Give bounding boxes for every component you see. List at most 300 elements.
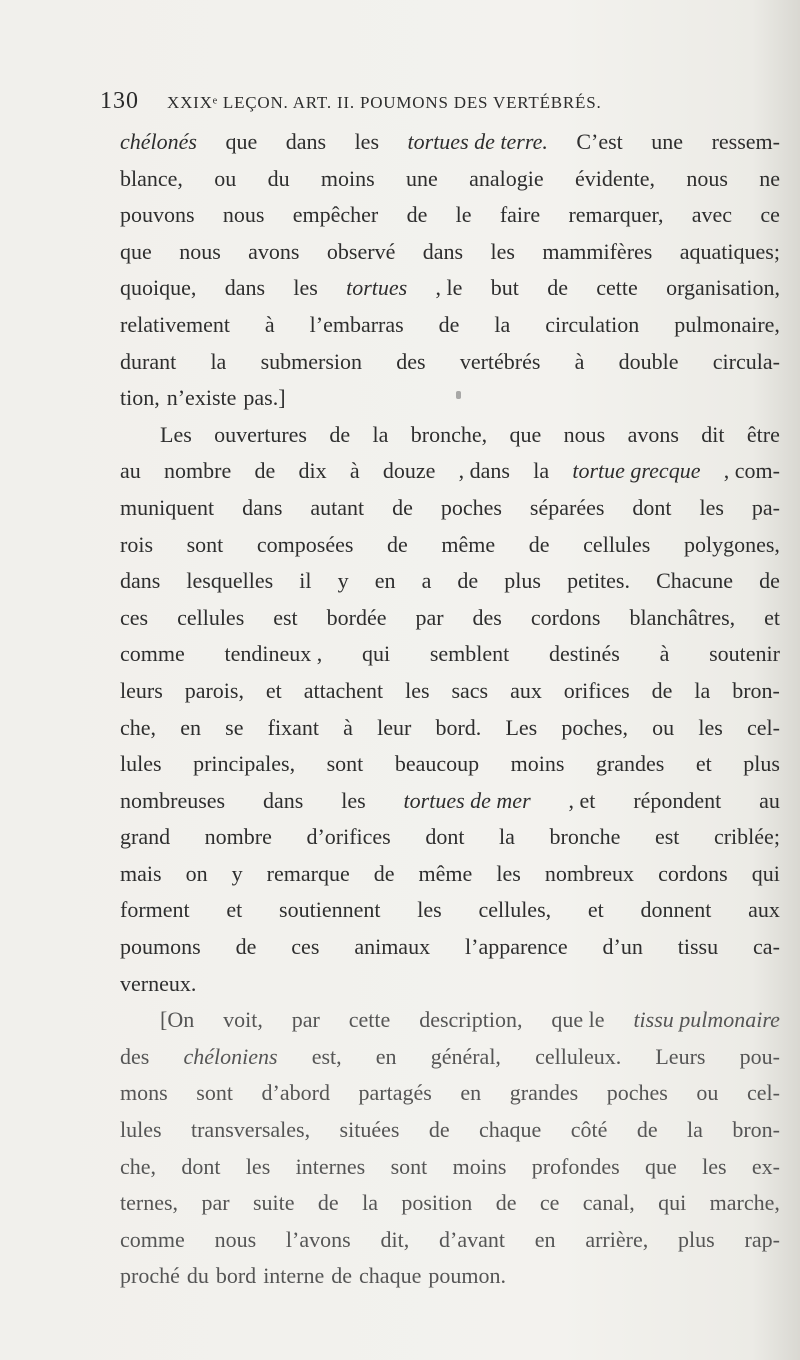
text-line (120, 673, 780, 710)
word: grand (120, 824, 171, 850)
word: ne (759, 165, 780, 191)
word: même (418, 860, 473, 886)
word: dans (285, 129, 327, 154)
word: Leurs (655, 1043, 706, 1069)
word: autant (310, 494, 365, 520)
word: de (636, 1117, 658, 1143)
word: pa- (751, 494, 780, 520)
text-line (120, 856, 780, 893)
text-line (120, 636, 780, 673)
word: ces (120, 604, 149, 630)
word: pas.] (243, 385, 286, 411)
word: ou (696, 1080, 719, 1106)
word: durant (120, 348, 177, 374)
text-line (120, 892, 780, 929)
word: et (695, 751, 712, 777)
word: soutiennent (279, 897, 381, 923)
word: polygones, (683, 531, 780, 557)
word: fixant (267, 714, 319, 740)
text-line (120, 417, 780, 454)
text-line (120, 819, 780, 856)
word: faire (499, 202, 541, 228)
word: et (226, 897, 243, 923)
text-line (120, 490, 780, 527)
word: en (534, 1226, 556, 1252)
word: cordons (530, 604, 601, 630)
word: cellules, (478, 897, 552, 923)
body-text (120, 124, 780, 1295)
word: verneux. (120, 970, 197, 996)
word: la (494, 311, 511, 337)
word: séparées (529, 494, 605, 520)
word: bron- (732, 677, 780, 703)
word: suite (252, 1190, 295, 1216)
word: de (254, 458, 276, 484)
word: que (120, 238, 152, 264)
word: Les (505, 714, 538, 740)
word: avons (248, 238, 300, 264)
word: tissu (677, 934, 719, 960)
word: de (392, 494, 413, 520)
word: poches (606, 1080, 668, 1106)
word: cel- (747, 1080, 780, 1106)
word: , et (568, 787, 596, 813)
word: la (533, 458, 550, 484)
word: que (645, 1153, 677, 1179)
word: cel- (746, 714, 780, 740)
text-line (120, 344, 780, 381)
word: submersion (260, 348, 363, 374)
word: arrière, (585, 1226, 649, 1252)
word: analogie (469, 165, 544, 191)
word: donnent (640, 897, 712, 923)
word: bron- (732, 1117, 780, 1143)
word: avec (691, 202, 733, 228)
word: de (457, 568, 479, 594)
word: circulation (545, 311, 640, 337)
word: les (699, 494, 724, 520)
word: quoique, (120, 275, 197, 301)
word: qui (658, 1190, 687, 1216)
text-line (120, 307, 780, 344)
word: dans (262, 787, 304, 813)
word: par (415, 604, 444, 630)
word: le (455, 202, 472, 228)
word: tendineux , (224, 641, 323, 667)
word: moins (452, 1153, 507, 1179)
word: lules (120, 751, 162, 777)
word: dans (422, 238, 464, 264)
printing-speck (456, 391, 461, 399)
word: nous (214, 1226, 257, 1252)
word: comme (120, 1226, 185, 1252)
word: celluleux. (535, 1043, 622, 1069)
word: lesquelles (186, 568, 274, 594)
text-line (120, 453, 780, 490)
word: petites. (567, 568, 630, 594)
italic-word: tortues de mer (403, 787, 531, 813)
word: rois (120, 531, 153, 557)
word: est (654, 824, 680, 850)
word: pouvons (120, 202, 195, 228)
word: plus (743, 751, 780, 777)
word: de (387, 531, 408, 557)
word: une (406, 165, 438, 191)
word: cellules (583, 531, 651, 557)
text-line (120, 234, 780, 271)
word: double (618, 348, 679, 374)
word: que (225, 129, 258, 154)
word: grandes (595, 751, 665, 777)
word: , dans (458, 458, 510, 484)
word: nous (222, 202, 265, 228)
word: marche, (709, 1190, 780, 1216)
word: les (490, 238, 515, 264)
word: pulmonaire, (674, 311, 780, 337)
italic-word: tortue grecque (572, 458, 701, 484)
word: orifices (563, 677, 630, 703)
word: de (406, 202, 428, 228)
word: qui (751, 860, 780, 886)
word: bord. (435, 714, 482, 740)
word: bordée (326, 604, 387, 630)
word: attachent (303, 677, 384, 703)
text-line (120, 270, 780, 307)
word: nombre (164, 458, 232, 484)
word: des (120, 1043, 150, 1069)
word: dont (425, 824, 465, 850)
word: et (587, 897, 604, 923)
word: dont (181, 1153, 221, 1179)
word: et (265, 677, 282, 703)
word: dont (632, 494, 672, 520)
word: aux (510, 677, 542, 703)
word: chaque (359, 1263, 422, 1289)
word: partagés (358, 1080, 432, 1106)
word: comme (120, 641, 185, 667)
word: nombre (204, 824, 272, 850)
word: relativement (120, 311, 230, 337)
word: de (438, 311, 460, 337)
word: cordons (658, 860, 728, 886)
word: remarque (266, 860, 350, 886)
word: en (180, 714, 201, 740)
word: les (496, 860, 521, 886)
word: sont (186, 531, 224, 557)
word: les (341, 787, 366, 813)
word: nous (179, 238, 221, 264)
word: parois, (184, 677, 244, 703)
text-line (120, 380, 780, 417)
word: nous (686, 165, 728, 191)
text-line (120, 161, 780, 198)
word: par (201, 1190, 230, 1216)
word: de (428, 1117, 450, 1143)
word: à (659, 641, 670, 667)
word: dit, (380, 1226, 410, 1252)
word: animaux (354, 934, 431, 960)
word: ternes, (120, 1190, 179, 1216)
word: profondes (531, 1153, 620, 1179)
word: l’avons (285, 1226, 351, 1252)
word: poches (440, 494, 502, 520)
word: ces (291, 934, 320, 960)
word: nous (563, 421, 606, 447)
word: les (702, 1153, 727, 1179)
text-line (120, 197, 780, 234)
word: l’apparence (465, 934, 568, 960)
word: pou- (739, 1043, 780, 1069)
word: rap- (744, 1226, 780, 1252)
word: dans (242, 494, 283, 520)
running-head: XXIXᵉ LEÇON. ART. II. POUMONS DES VERTÉBRÉS. (167, 93, 602, 112)
word: nombreux (544, 860, 635, 886)
word: en (460, 1080, 482, 1106)
word: , com- (723, 458, 780, 484)
word: que (509, 421, 542, 447)
text-line (120, 527, 780, 564)
word: but (490, 275, 519, 301)
word: qui (361, 641, 391, 667)
word: d’un (602, 934, 643, 960)
word: les (417, 897, 442, 923)
word: des (472, 604, 502, 630)
word: de (373, 860, 395, 886)
word: de (547, 275, 568, 301)
word: dix (298, 458, 327, 484)
word: ouvertures (214, 421, 307, 447)
word: ce (760, 202, 780, 228)
word: bord (215, 1263, 257, 1289)
word: observé (326, 238, 396, 264)
word: leurs (120, 677, 163, 703)
word: C’est (576, 129, 623, 154)
word: les (405, 677, 430, 703)
word: d’avant (439, 1226, 505, 1252)
word: l’embarras (309, 311, 404, 337)
word: la (687, 1117, 703, 1143)
word: douze (382, 458, 436, 484)
word: la (499, 824, 515, 850)
word: che, (120, 714, 157, 740)
word: ou (214, 165, 237, 191)
word: de (317, 1190, 339, 1216)
word: même (441, 531, 496, 557)
word: de (528, 531, 550, 557)
word: au (120, 458, 141, 484)
text-line (120, 929, 780, 966)
word: par (291, 1007, 320, 1033)
text-line (120, 1222, 780, 1259)
word: , le (435, 275, 463, 301)
word: Les (160, 421, 192, 447)
page-number: 130 (100, 88, 139, 114)
text-line (120, 1039, 780, 1076)
word: situées (339, 1117, 400, 1143)
word: remarquer, (568, 202, 664, 228)
italic-word: tortues (346, 275, 408, 301)
word: composées (256, 531, 354, 557)
word: de (331, 1263, 353, 1289)
word: les (293, 275, 318, 301)
word: est (273, 604, 298, 630)
word: ce (539, 1190, 560, 1216)
word: canal, (582, 1190, 635, 1216)
word: y (231, 860, 243, 886)
word: à (574, 348, 585, 374)
word: forment (120, 897, 190, 923)
word: d’abord (261, 1080, 330, 1106)
word: de (235, 934, 257, 960)
word: blanchâtres, (629, 604, 736, 630)
word: général, (430, 1043, 501, 1069)
word: on (185, 860, 208, 886)
word: y (337, 568, 349, 594)
italic-word: tortues de terre. (407, 129, 548, 154)
word: du (267, 165, 290, 191)
word: cette (348, 1007, 391, 1033)
word: en (374, 568, 396, 594)
text-line (120, 1185, 780, 1222)
word: mais (120, 860, 162, 886)
word: proché (120, 1263, 180, 1289)
word: de (759, 568, 780, 594)
word: chaque (479, 1117, 542, 1143)
word: mammifères (542, 238, 653, 264)
text-line (120, 124, 780, 161)
word: ca- (753, 934, 780, 960)
word: il (299, 568, 312, 594)
word: aux (748, 897, 780, 923)
word: n’existe (166, 385, 237, 411)
word: les (354, 129, 380, 154)
word: Chacune (656, 568, 734, 594)
word: che, (120, 1153, 157, 1179)
word: d’orifices (306, 824, 391, 850)
word: la (362, 1190, 378, 1216)
word: plus (504, 568, 541, 594)
word: est, (311, 1043, 342, 1069)
word: une (651, 129, 684, 154)
word: moins (510, 751, 565, 777)
word: au (759, 787, 780, 813)
word: de (651, 677, 673, 703)
word: bronche, (410, 421, 488, 447)
text-line (120, 1002, 780, 1039)
word: dit (701, 421, 725, 447)
word: beaucoup (394, 751, 480, 777)
word: tion, (120, 385, 160, 411)
word: principales, (193, 751, 296, 777)
word: internes (295, 1153, 366, 1179)
word: dans (120, 568, 161, 594)
text-line (120, 1149, 780, 1186)
word: cette (596, 275, 638, 301)
word: grandes (509, 1080, 579, 1106)
word: interne (263, 1263, 325, 1289)
word: être (746, 421, 780, 447)
word: description, (419, 1007, 523, 1033)
word: ressem- (711, 129, 780, 154)
word: nombreuses (120, 787, 226, 813)
word: bronche (549, 824, 621, 850)
text-line (120, 710, 780, 747)
word: poumon. (428, 1263, 506, 1289)
text-line (120, 1075, 780, 1112)
word: poumons (120, 934, 201, 960)
word: empêcher (292, 202, 379, 228)
word: position (401, 1190, 473, 1216)
text-line (120, 600, 780, 637)
italic-word: chéloniens (183, 1043, 278, 1069)
word: les (698, 714, 723, 740)
page-header (100, 88, 740, 122)
word: de (495, 1190, 517, 1216)
word: avons (627, 421, 679, 447)
word: a (421, 568, 432, 594)
word: transversales, (190, 1117, 311, 1143)
word: à (349, 458, 360, 484)
word: mons (120, 1080, 168, 1106)
text-line (120, 563, 780, 600)
word: vertébrés (459, 348, 541, 374)
word: sacs (451, 677, 489, 703)
word: [On (160, 1007, 195, 1033)
word: lules (120, 1117, 162, 1143)
word: circula- (712, 348, 780, 374)
word: muniquent (120, 494, 215, 520)
word: blance, (120, 165, 183, 191)
word: destinés (548, 641, 620, 667)
word: des (396, 348, 426, 374)
word: leur (377, 714, 412, 740)
word: la (372, 421, 389, 447)
word: sont (196, 1080, 233, 1106)
word: aquatiques; (679, 238, 780, 264)
text-line (120, 783, 780, 820)
word: ex- (751, 1153, 780, 1179)
word: à (343, 714, 353, 740)
word: organisation, (666, 275, 780, 301)
word: les (245, 1153, 271, 1179)
word: la (694, 677, 711, 703)
word: semblent (429, 641, 510, 667)
word: à (264, 311, 275, 337)
word: moins (320, 165, 375, 191)
word: dans (224, 275, 266, 301)
word: sont (390, 1153, 428, 1179)
word: répondent (633, 787, 722, 813)
word: voit, (223, 1007, 263, 1033)
word: que le (551, 1007, 605, 1033)
word: soutenir (709, 641, 780, 667)
word: évidente, (574, 165, 655, 191)
word: sont (326, 751, 364, 777)
word: côté (570, 1117, 608, 1143)
text-line (120, 1258, 780, 1295)
word: ou (652, 714, 675, 740)
word: poches, (561, 714, 628, 740)
word: de (329, 421, 351, 447)
word: du (186, 1263, 209, 1289)
word: en (375, 1043, 397, 1069)
word: la (210, 348, 227, 374)
text-line (120, 746, 780, 783)
text-line (120, 1112, 780, 1149)
text-line (120, 966, 780, 1003)
word: plus (678, 1226, 715, 1252)
word: et (764, 604, 780, 630)
